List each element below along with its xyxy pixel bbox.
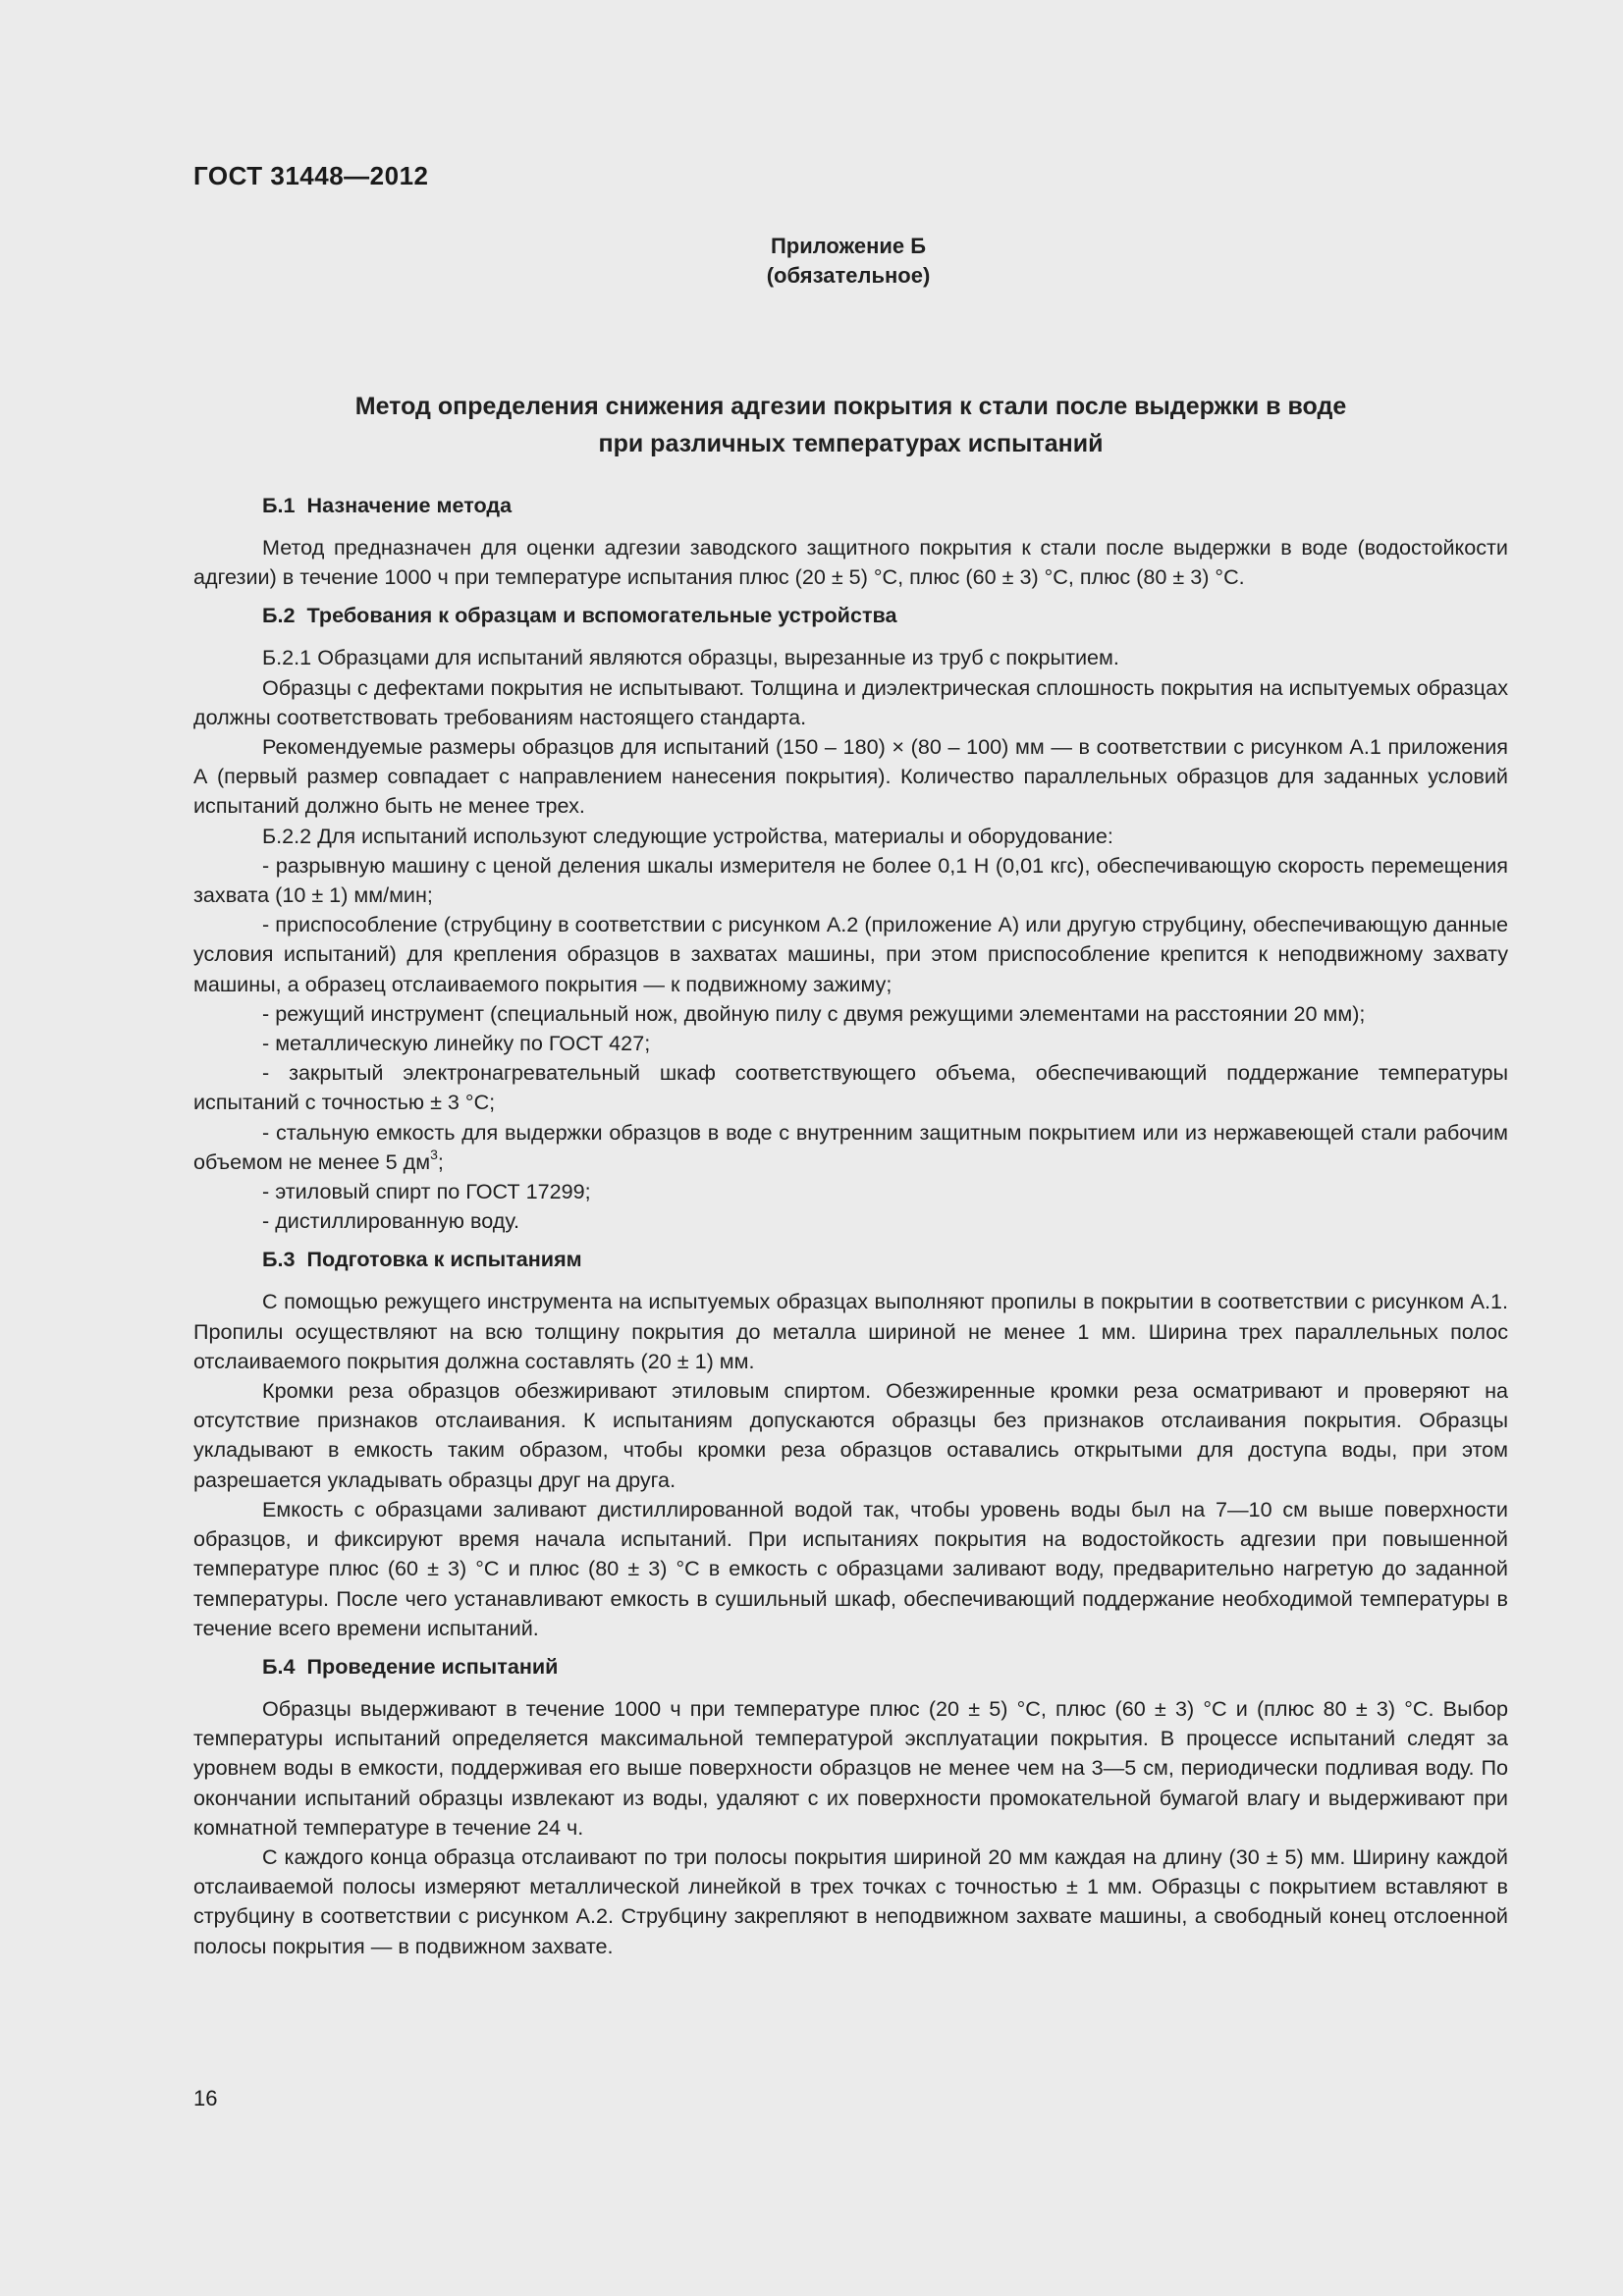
section-number: Б.4 — [262, 1653, 296, 1679]
appendix-status: (обязательное) — [766, 263, 931, 288]
section-heading-b3 — [193, 1245, 1508, 1274]
paragraph: Образцы с дефектами покрытия не испытывают. Толщина и диэлектрическая сплошность покрытия на испытуемых образцах должны соответствовать требованиям настоящего стандарта. — [193, 674, 1508, 729]
section-title: Проведение испытаний — [306, 1653, 559, 1679]
paragraph: Образцы выдерживают в течение 1000 ч при температуре плюс (20 ± 5) °С, плюс (60 ± 3) °С и (плюс 80 ± 3) °С. Выбор температуры испытаний определяется максимальной температурой эксплуатации покрытия. В процессе испытаний следят за уровнем воды в емкости, поддерживая его выше поверхности образцов не менее чем на 3—5 см, периодически подливая воду. По окончании испытаний образцы извлекают из воды, удаляют с их поверхности промокательной бумагой влагу и выдерживают при комнатной температуре в течение 24 ч. — [193, 1695, 1508, 1840]
section-title: Подготовка к испытаниям — [306, 1247, 582, 1272]
section-heading-b4 — [193, 1652, 1508, 1682]
paragraph: Б.2.1 Образцами для испытаний являются образцы, вырезанные из труб с покрытием. — [262, 645, 1119, 670]
list-item: - режущий инструмент (специальный нож, двойную пилу с двумя режущими элементами на расстоянии 20 мм); — [262, 1000, 1366, 1026]
section-number: Б.3 — [262, 1247, 296, 1272]
superscript: 3 — [430, 1146, 438, 1162]
paragraph: С каждого конца образца отслаивают по три полосы покрытия шириной 20 мм каждая на длину (30 ± 5) мм. Ширину каждой отслаиваемой полосы измеряют металлической линейкой в трех точках с точностью ± 1 мм. Образцы с покрытием вставляют в струбцину в соответствии с рисунком А.2. Струбцину закрепляют в неподвижном захвате машины, а свободный конец отслоенной полосы покрытия — в подвижном захвате. — [193, 1843, 1508, 1958]
list-item: - этиловый спирт по ГОСТ 17299; — [262, 1179, 591, 1204]
list-item: - приспособление (струбцину в соответствии с рисунком А.2 (приложение А) или другую струбцину, обеспечивающую данные условия испытаний) для крепления образцов в захватах машины, при этом приспособление крепится к неподвижному захвату машины, а образец отслаиваемого покрытия — к подвижному зажиму; — [193, 912, 1508, 996]
list-item-end: ; — [437, 1148, 444, 1174]
list-item: - разрывную машину с ценой деления шкалы измерителя не более 0,1 Н (0,01 кгс), обеспечивающую скорость перемещения захвата (10 ± 1) мм/мин; — [193, 852, 1508, 908]
list-item — [193, 1118, 1508, 1177]
section-heading-b2 — [193, 601, 1508, 630]
section-number: Б.2 — [262, 603, 296, 628]
document-body — [193, 491, 1508, 1961]
paragraph: Кромки реза образцов обезжиривают этиловым спиртом. Обезжиренные кромки реза осматривают и проверяют на отсутствие признаков отслаивания. К испытаниям допускаются образцы без признаков отслаивания покрытия. Образцы укладывают в емкость таким образом, чтобы кромки реза образцов оставались открытыми для доступа воды, при этом разрешается укладывать образцы друг на друга. — [193, 1378, 1508, 1492]
paragraph: Б.2.2 Для испытаний используют следующие устройства, материалы и оборудование: — [262, 823, 1113, 848]
list-item: - дистиллированную воду. — [262, 1208, 519, 1234]
list-item: - металлическую линейку по ГОСТ 427; — [262, 1031, 651, 1056]
document-code: ГОСТ 31448—2012 — [193, 161, 429, 190]
list-item: - закрытый электронагревательный шкаф соответствующего объема, обеспечивающий поддержание температуры испытаний с точностью ± 3 °С; — [193, 1060, 1508, 1115]
section-heading-b1 — [193, 491, 1508, 520]
list-item-text: - стальную емкость для выдержки образцов в воде с внутренним защитным покрытием или из нержавеющей стали рабочим объемом не менее 5 дм — [193, 1119, 1508, 1174]
appendix-label: Приложение Б — [770, 234, 927, 258]
section-title: Требования к образцам и вспомогательные устройства — [306, 603, 897, 628]
paragraph: Емкость с образцами заливают дистиллированной водой так, чтобы уровень воды был на 7—10 см выше поверхности образцов, и фиксируют время начала испытаний. При испытаниях покрытия на водостойкость адгезии при повышенной температуре плюс (60 ± 3) °С и плюс (80 ± 3) °С в емкость с образцами заливают воду, предварительно нагретую до заданной температуры. После чего устанавливают емкость в сушильный шкаф, обеспечивающий поддержание необходимой температуры в течение всего времени испытаний. — [193, 1496, 1508, 1640]
appendix-heading — [0, 232, 1623, 291]
title-line-1: Метод определения снижения адгезии покрытия к стали после выдержки в воде — [354, 393, 1347, 420]
paragraph: С помощью режущего инструмента на испытуемых образцах выполняют пропилы в покрытии в соответствии с рисунком А.1. Пропилы осуществляют на всю толщину покрытия до металла шириной не менее 1 мм. Ширина трех параллельных полос отслаиваемого покрытия должна составлять (20 ± 1) мм. — [193, 1289, 1508, 1373]
paragraph: Метод предназначен для оценки адгезии заводского защитного покрытия к стали после выдержки в воде (водостойкости адгезии) в течение 1000 ч при температуре испытания плюс (20 ± 5) °С, плюс (60 ± 3) °С, плюс (80 ± 3) °С. — [193, 535, 1508, 590]
section-number: Б.1 — [262, 493, 296, 517]
title-line-2: при различных температурах испытаний — [598, 430, 1104, 457]
method-title — [193, 388, 1508, 462]
paragraph: Рекомендуемые размеры образцов для испытаний (150 – 180) × (80 – 100) мм — в соответствии с рисунком А.1 приложения А (первый размер совпадает с направлением нанесения покрытия). Количество параллельных образцов для заданных условий испытаний должно быть не менее трех. — [193, 734, 1508, 819]
section-title: Назначение метода — [306, 493, 513, 517]
page-number: 16 — [193, 2086, 218, 2110]
